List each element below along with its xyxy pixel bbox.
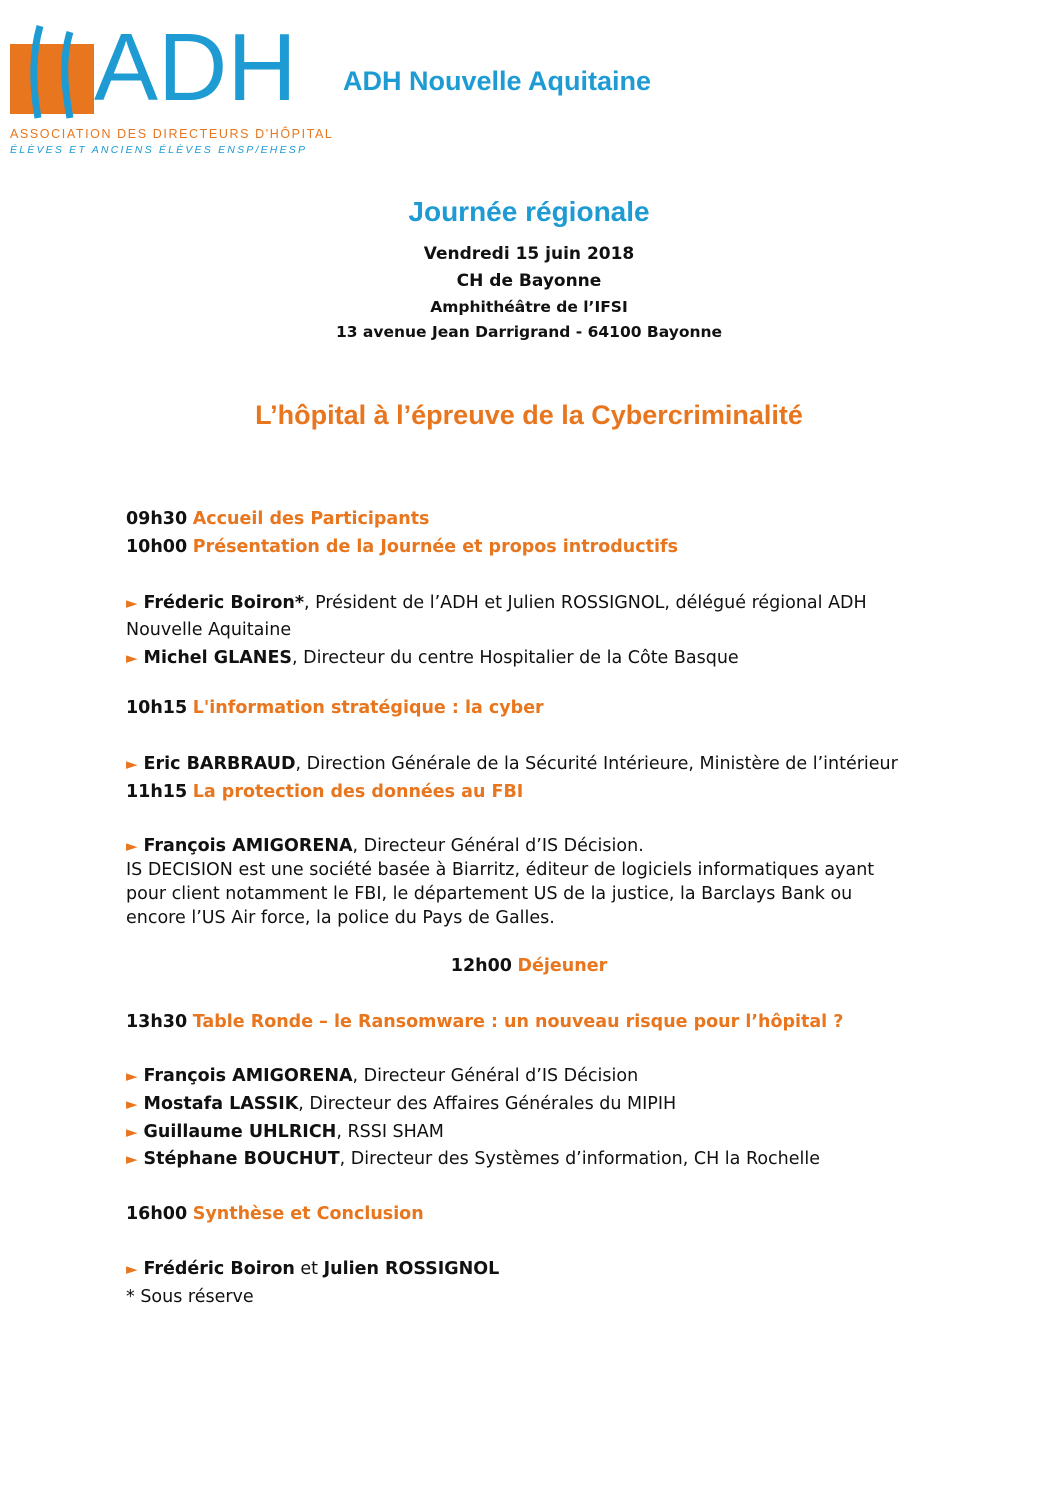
session-time: 11h15 xyxy=(126,782,188,802)
speaker-item-continued xyxy=(126,618,291,642)
speaker-desc: , Directeur des Affaires Générales du MIPIH xyxy=(298,1094,677,1114)
session-lunch xyxy=(0,956,1058,976)
bullet-arrow-icon: ► xyxy=(126,594,138,612)
event-date: Vendredi 15 juin 2018 xyxy=(423,244,635,264)
session-topic: Déjeuner xyxy=(517,956,608,976)
bullet-arrow-icon: ► xyxy=(126,1095,138,1113)
footnote: * Sous réserve xyxy=(126,1287,254,1307)
session-topic: Synthèse et Conclusion xyxy=(192,1204,424,1224)
session-1330 xyxy=(126,1010,843,1034)
company-description-line: IS DECISION est une société basée à Biarritz, éditeur de logiciels informatiques ayant xyxy=(126,860,875,880)
speaker-item xyxy=(126,646,739,670)
event-title: Journée régionale xyxy=(408,196,650,227)
logo-association-text: ASSOCIATION DES DIRECTEURS D'HÔPITAL xyxy=(10,127,334,141)
session-1600 xyxy=(126,1202,424,1226)
session-time: 16h00 xyxy=(126,1204,188,1224)
session-time: 09h30 xyxy=(126,509,188,529)
speaker-desc: , RSSI SHAM xyxy=(336,1122,444,1142)
speaker-desc: Nouvelle Aquitaine xyxy=(126,620,292,640)
session-topic: Accueil des Participants xyxy=(192,509,430,529)
speaker-name: Stéphane BOUCHUT xyxy=(143,1149,340,1169)
session-time: 10h15 xyxy=(126,698,188,718)
bullet-arrow-icon: ► xyxy=(126,1150,138,1168)
event-venue: CH de Bayonne xyxy=(456,271,602,291)
adh-logo-letters: ADH xyxy=(94,14,297,121)
company-description-line: encore l’US Air force, la police du Pays de Galles. xyxy=(126,908,555,928)
session-1015 xyxy=(126,696,544,720)
bullet-arrow-icon: ► xyxy=(126,837,138,855)
main-title: L’hôpital à l’épreuve de la Cybercriminalité xyxy=(255,400,803,430)
speaker-item xyxy=(126,1257,499,1281)
speaker-item xyxy=(126,1092,676,1116)
bullet-arrow-icon: ► xyxy=(126,1260,138,1278)
speaker-name: François AMIGORENA xyxy=(143,1066,353,1086)
speaker-desc: , Président de l’ADH et Julien ROSSIGNOL, délégué régional ADH xyxy=(304,593,867,613)
session-time: 12h00 xyxy=(450,956,512,976)
adh-logo xyxy=(10,14,340,159)
speaker-name: Julien ROSSIGNOL xyxy=(323,1259,500,1279)
bullet-arrow-icon: ► xyxy=(126,755,138,773)
event-address: 13 avenue Jean Darrigrand - 64100 Bayonne xyxy=(335,323,723,341)
session-1000 xyxy=(126,535,678,559)
speaker-desc: , Direction Générale de la Sécurité Intérieure, Ministère de l’intérieur xyxy=(295,754,898,774)
speaker-item xyxy=(126,752,898,776)
speaker-name: Mostafa LASSIK xyxy=(143,1094,299,1114)
speaker-name: Guillaume UHLRICH xyxy=(143,1122,337,1142)
speaker-name: Frédéric Boiron xyxy=(143,1259,295,1279)
speaker-item xyxy=(126,591,867,615)
bullet-arrow-icon: ► xyxy=(126,649,138,667)
logo-students-text: ÉLÈVES ET ANCIENS ÉLÈVES ENSP/EHESP xyxy=(10,144,308,156)
speaker-name: Fréderic Boiron* xyxy=(143,593,304,613)
speaker-item xyxy=(126,1064,638,1088)
session-topic: Table Ronde – le Ransomware : un nouveau risque pour l’hôpital ? xyxy=(192,1012,844,1032)
speaker-name: François AMIGORENA xyxy=(143,836,353,856)
bullet-arrow-icon: ► xyxy=(126,1067,138,1085)
session-topic: L'information stratégique : la cyber xyxy=(192,698,544,718)
session-topic: La protection des données au FBI xyxy=(192,782,524,802)
session-time: 13h30 xyxy=(126,1012,188,1032)
speaker-name: Michel GLANES xyxy=(143,648,293,668)
speaker-desc: , Directeur du centre Hospitalier de la Côte Basque xyxy=(292,648,739,668)
event-room: Amphithéâtre de l’IFSI xyxy=(430,298,628,316)
speaker-desc: , Directeur des Systèmes d’information, CH la Rochelle xyxy=(339,1149,821,1169)
speaker-item xyxy=(126,834,644,858)
speaker-desc: , Directeur Général d’IS Décision. xyxy=(352,836,644,856)
speaker-item xyxy=(126,1120,444,1144)
session-time: 10h00 xyxy=(126,537,188,557)
speaker-connector: et xyxy=(294,1259,324,1279)
speaker-name: Eric BARBRAUD xyxy=(143,754,296,774)
speaker-desc: , Directeur Général d’IS Décision xyxy=(352,1066,639,1086)
session-topic: Présentation de la Journée et propos introductifs xyxy=(192,537,679,557)
header-title: ADH Nouvelle Aquitaine xyxy=(343,66,652,96)
bullet-arrow-icon: ► xyxy=(126,1123,138,1141)
session-0930 xyxy=(126,507,429,531)
session-1115 xyxy=(126,780,523,804)
adh-logo-mark xyxy=(10,14,330,124)
company-description-line: pour client notamment le FBI, le département US de la justice, la Barclays Bank ou xyxy=(126,884,853,904)
speaker-item xyxy=(126,1147,820,1171)
